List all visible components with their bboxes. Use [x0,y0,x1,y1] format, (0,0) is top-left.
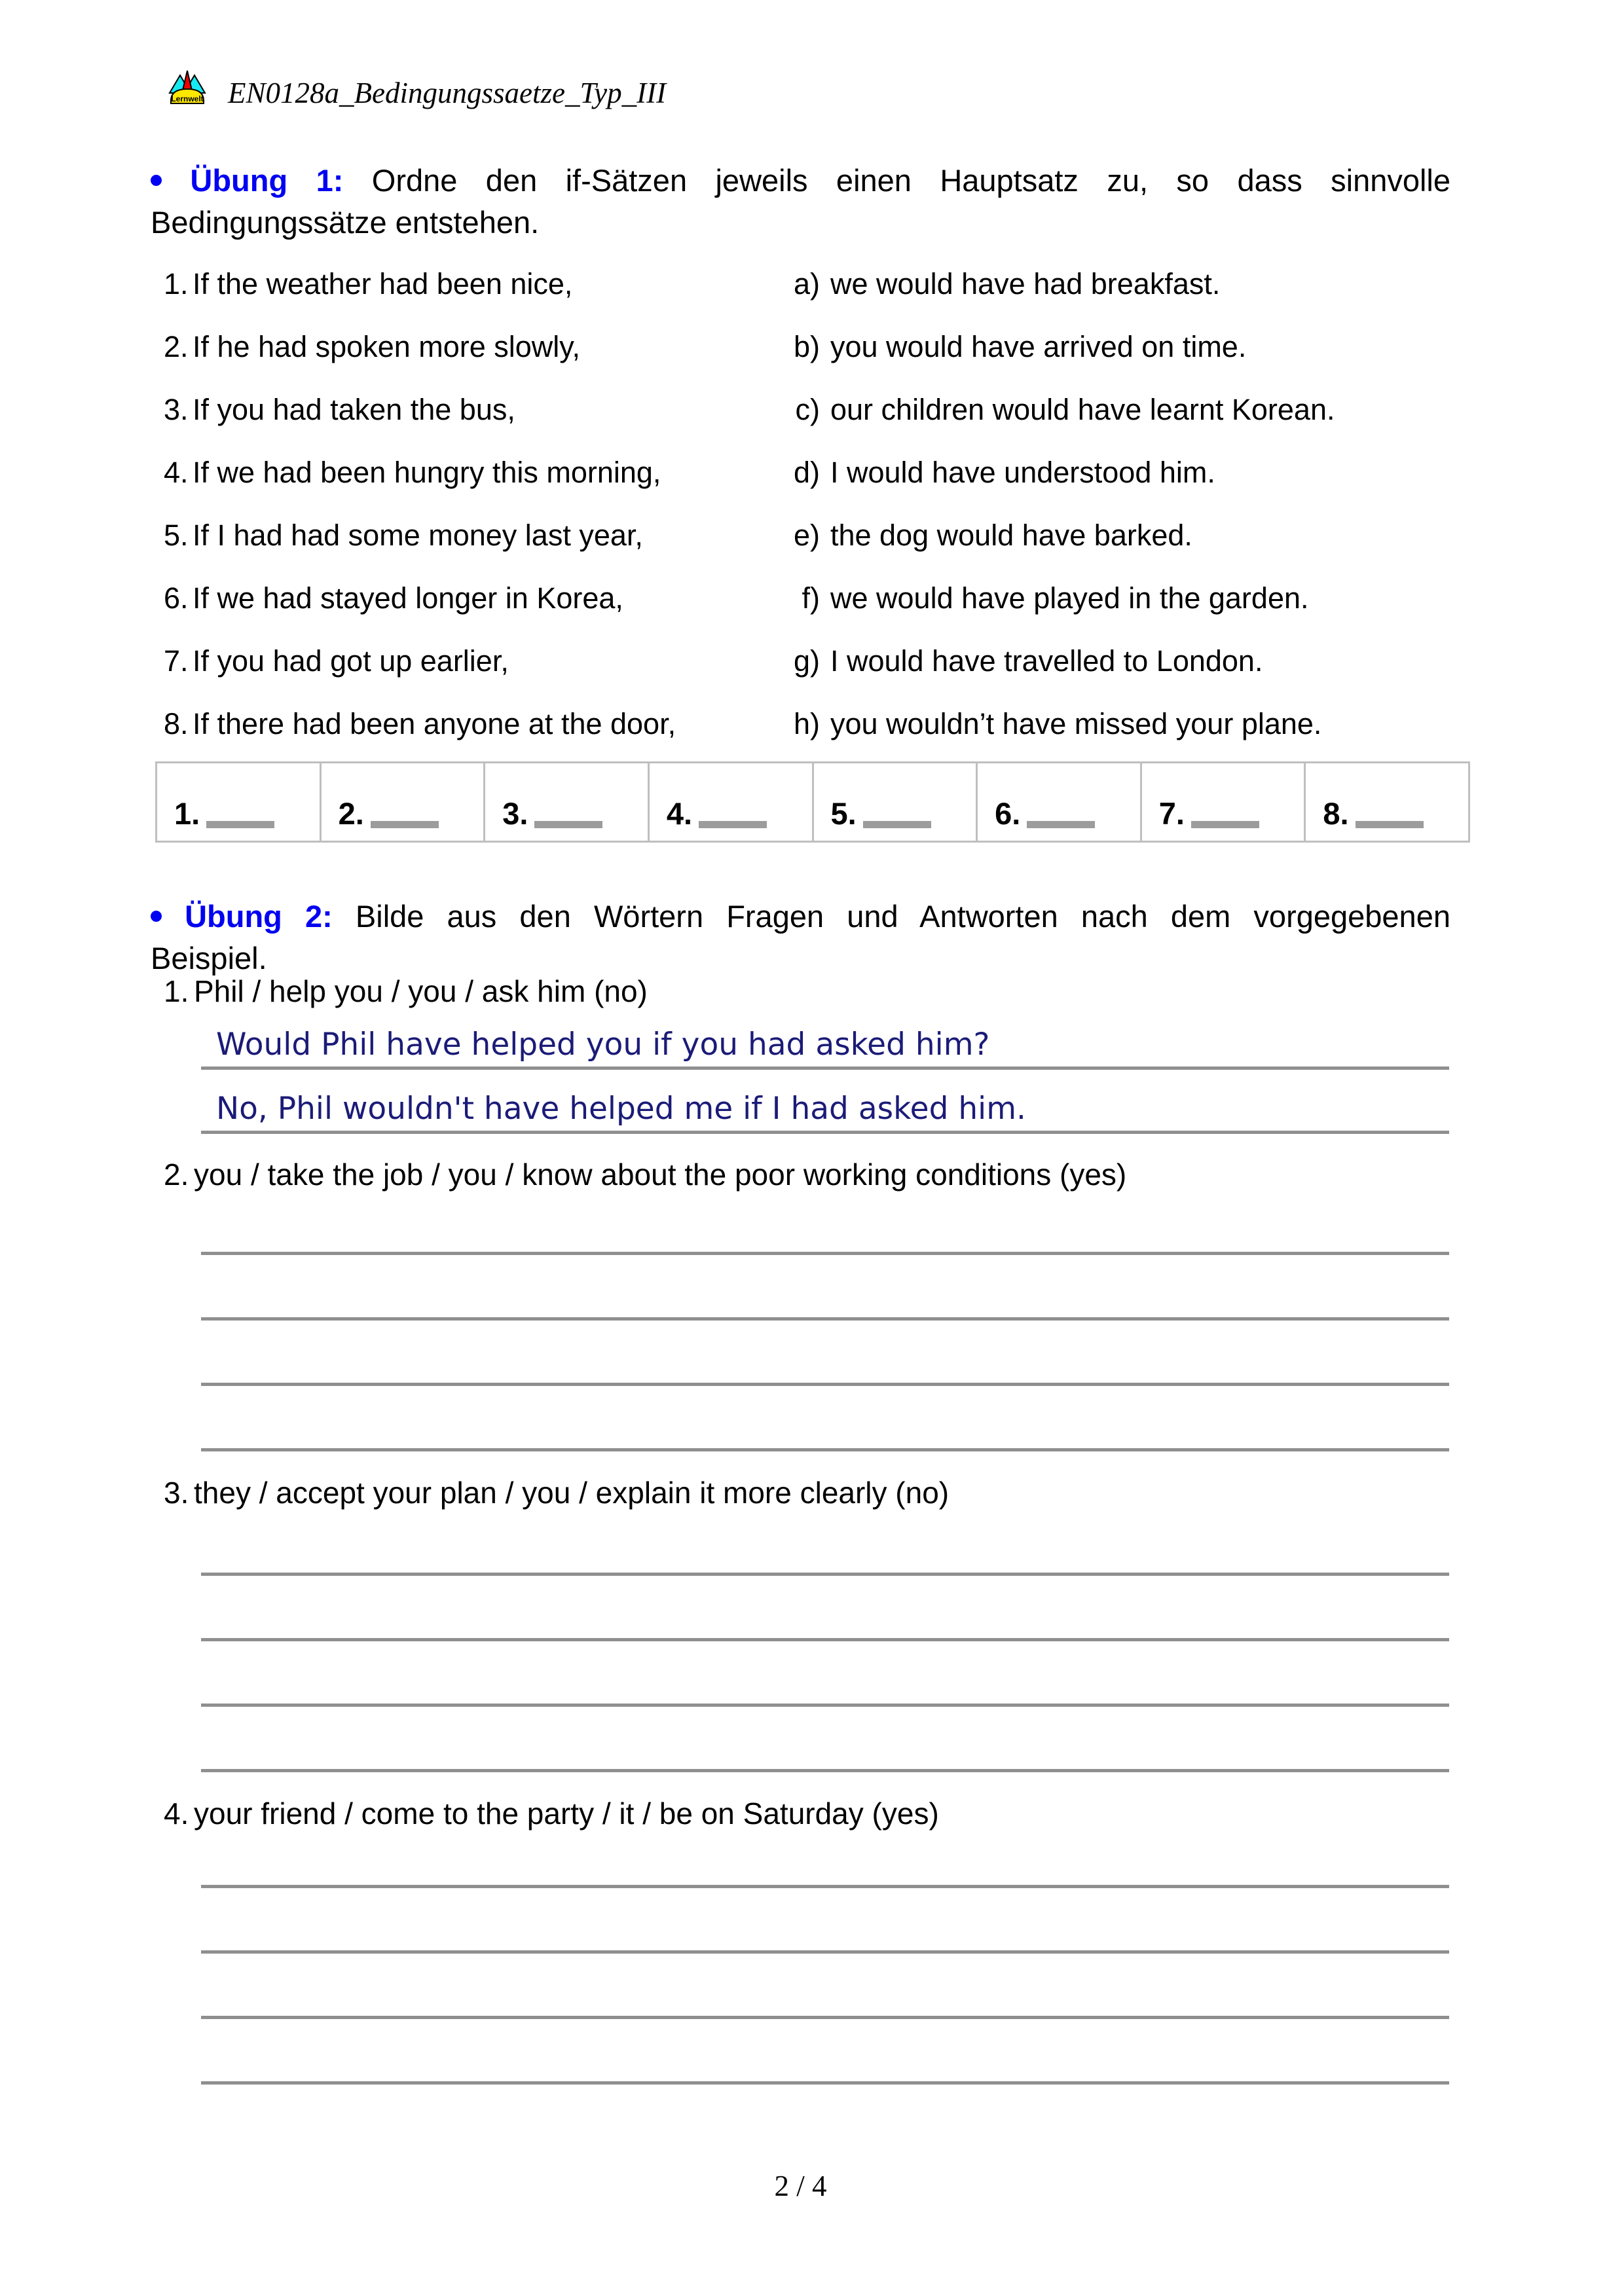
main-clause: we would have had breakfast. [830,267,1221,301]
answer-blank[interactable] [371,821,439,828]
item-prompt: you / take the job / you / know about the poor working conditions (yes) [194,1157,1127,1192]
match-number: 3. [164,393,189,426]
option-letter: h) [793,707,820,740]
bullet-icon [151,911,162,922]
answer-cell [157,763,322,841]
answer-blank[interactable] [206,821,274,828]
mountain-logo-icon [168,68,207,106]
answer-cell-number: 8. [1323,796,1349,831]
main-clause: I would have travelled to London. [830,644,1263,678]
answer-cell-number: 3. [502,796,528,831]
if-clause: If he had spoken more slowly, [193,330,580,363]
document-title: EN0128a_Bedingungssaetze_Typ_III [228,77,667,109]
main-clause: you would have arrived on time. [830,330,1247,363]
match-row [164,517,1480,580]
option-letter: d) [793,456,820,489]
if-clause: If the weather had been nice, [193,267,573,301]
exercise2-item [164,1156,1126,1193]
page-number: 2 / 4 [774,2170,827,2202]
writing-line[interactable] [201,1448,1449,1451]
match-number: 5. [164,519,189,552]
answers-table [155,761,1470,843]
writing-line[interactable] [201,1704,1449,1707]
answer-blank[interactable] [1356,821,1424,828]
svg-text:Lernwelt: Lernwelt [171,94,204,103]
writing-line[interactable] [201,2016,1449,2019]
option-letter: b) [793,330,820,363]
if-clause: If you had taken the bus, [193,393,515,426]
match-number: 4. [164,456,189,489]
answer-cell [814,763,978,841]
match-number: 1. [164,267,189,301]
item-number: 2. [164,1157,189,1192]
handwritten-answer: Would Phil have helped you if you had asked him? [216,1027,990,1063]
match-number: 2. [164,330,189,363]
exercise2-instruction-line1 [151,896,1450,938]
answer-cell [650,763,814,841]
if-clause: If you had got up earlier, [193,644,509,678]
answer-cell [1142,763,1306,841]
answer-blank[interactable] [1191,821,1259,828]
exercise2-item [164,1474,949,1511]
exercise2-item [164,973,648,1010]
item-prompt: Phil / help you / you / ask him (no) [194,974,648,1008]
if-clause: If I had had some money last year, [193,519,643,552]
handwritten-answer: No, Phil wouldn't have helped me if I had asked him. [216,1091,1026,1127]
match-number: 8. [164,707,189,740]
match-row [164,329,1480,392]
option-letter: f) [802,581,820,615]
answer-cell [1306,763,1468,841]
option-letter: c) [795,393,820,426]
writing-line[interactable] [201,1638,1449,1641]
writing-line[interactable] [201,1885,1449,1888]
option-letter: e) [793,519,820,552]
writing-line[interactable] [201,1769,1449,1772]
exercise2-heading [151,896,1450,979]
if-clause: If there had been anyone at the door, [193,707,676,740]
exercise2-instruction-line2: Beispiel. [151,941,267,975]
exercise1-instruction-line1 [151,160,1450,202]
answer-blank[interactable] [699,821,767,828]
item-prompt: your friend / come to the party / it / be on Saturday (yes) [194,1796,939,1831]
answer-cell-number: 5. [830,796,857,831]
writing-line[interactable] [201,1573,1449,1576]
main-clause: we would have played in the garden. [830,581,1309,615]
item-number: 1. [164,974,189,1008]
main-clause: you wouldn’t have missed your plane. [830,707,1322,740]
match-row [164,266,1480,329]
answer-cell-number: 7. [1158,796,1185,831]
if-clause: If we had been hungry this morning, [193,456,661,489]
match-row [164,454,1480,517]
main-clause: I would have understood him. [830,456,1215,489]
writing-line[interactable] [201,2081,1449,2085]
lernwelt-logo [168,68,207,106]
writing-line[interactable] [201,1252,1449,1255]
match-number: 7. [164,644,189,678]
exercise1-instruction-text: Ordne den if-Sätzen jeweils einen Hauptsatz zu, so dass sinnvolle [371,163,1451,198]
answer-cell-number: 1. [174,796,200,831]
bullet-icon [151,175,162,186]
main-clause: our children would have learnt Korean. [830,393,1335,426]
exercise2-item [164,1795,939,1832]
option-letter: g) [793,644,820,678]
match-row [164,706,1480,769]
exercise1-label: Übung 1: [190,163,344,198]
writing-line[interactable] [201,1950,1449,1954]
exercise1-heading [151,160,1450,244]
answer-blank[interactable] [534,821,602,828]
item-prompt: they / accept your plan / you / explain it more clearly (no) [194,1476,950,1510]
match-row [164,392,1480,454]
exercise2-instruction-text: Bilde aus den Wörtern Fragen und Antworten nach dem vorgegebenen [355,899,1450,934]
answer-blank[interactable] [1027,821,1095,828]
answer-blank[interactable] [863,821,931,828]
item-number: 3. [164,1476,189,1510]
exercise1-instruction-line2: Bedingungssätze entstehen. [151,205,540,240]
if-clause: If we had stayed longer in Korea, [193,581,623,615]
match-number: 6. [164,581,189,615]
answer-cell-number: 2. [338,796,364,831]
match-row [164,580,1480,643]
writing-line[interactable] [201,1383,1449,1386]
item-number: 4. [164,1796,189,1831]
writing-line[interactable] [201,1131,1449,1134]
option-letter: a) [793,267,820,301]
writing-line[interactable] [201,1317,1449,1321]
answer-cell-number: 4. [666,796,693,831]
answer-cell [322,763,486,841]
exercise2-label: Übung 2: [185,899,333,934]
answer-cell [978,763,1142,841]
writing-line[interactable] [201,1066,1449,1070]
answer-cell-number: 6. [995,796,1021,831]
answer-cell [485,763,650,841]
main-clause: the dog would have barked. [830,519,1192,552]
match-row [164,643,1480,706]
